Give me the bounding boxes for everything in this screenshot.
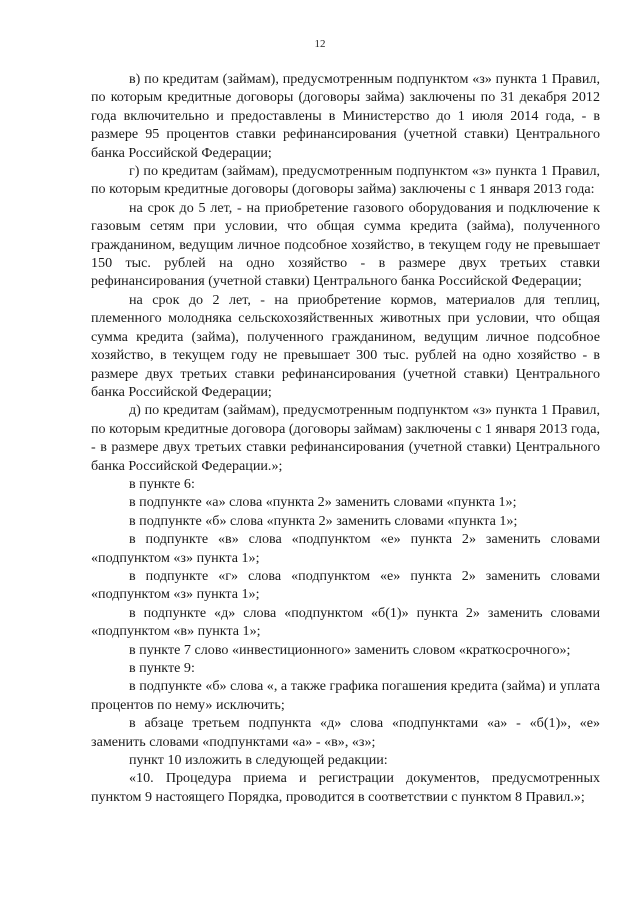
paragraph: «10. Процедура приема и регистрации документов, предусмотренных пунктом 9 настоящего Порядка, проводится в соответствии с пунктом 8 Правил.»;	[91, 770, 600, 805]
paragraph: в пункте 7 слово «инвестиционного» заменить словом «краткосрочного»;	[129, 641, 571, 658]
paragraph: в подпункте «г» слова «подпунктом «е» пункта 2» заменить словами «подпунктом «з» пункта 1»;	[91, 567, 600, 603]
paragraph: в подпункте «в» слова «подпунктом «е» пункта 2» заменить словами «подпунктом «з» пункта 1»;	[91, 531, 600, 566]
paragraph: в пункте 6:	[129, 475, 195, 492]
page-number: 12	[314, 38, 326, 50]
document-body	[91, 70, 600, 806]
paragraph: г) по кредитам (займам), предусмотренным подпунктом «з» пункта 1 Правил, по которым кредитные договоры (договоры займа) заключены с 1 января 2013 года:	[91, 163, 600, 198]
paragraph: в подпункте «д» слова «подпунктом «б(1)» пункта 2» заменить словами «подпунктом «в» пункта 1»;	[91, 604, 600, 640]
paragraph: в подпункте «б» слова «, а также графика погашения кредита (займа) и уплата процентов по нему» исключить;	[91, 678, 600, 713]
paragraph: в) по кредитам (займам), предусмотренным подпунктом «з» пункта 1 Правил, по которым кредитные договоры (договоры займа) заключены по 31 декабря 2012 года включительно и предоставлены в Министерство до 1 июля 2014 года, - в размере 95 процентов ставки рефинансирования (учетной ставки) Центрального банка Российской Федерации;	[91, 71, 600, 161]
paragraph: на срок до 5 лет, - на приобретение газового оборудования и подключение к газовым сетям при условии, что общая сумма кредита (займа), полученного гражданином, ведущим личное подсобное хозяйство, в текущем году не превышает 150 тыс. рублей на одно хозяйство - в размере двух третьих ставки рефинансирования (учетной ставки) Центрального банка Российской Федерации;	[91, 199, 600, 290]
paragraph: на срок до 2 лет, - на приобретение кормов, материалов для теплиц, племенного молодняка сельскохозяйственных животных при условии, что общая сумма кредита (займа), полученного гражданином, ведущим личное подсобное хозяйство, в текущем году не превышает 300 тыс. рублей на одно хозяйство - в размере двух третьих ставки рефинансирования (учетной ставки) Центрального банка Российской Федерации;	[91, 291, 600, 400]
paragraph: в подпункте «а» слова «пункта 2» заменить словами «пункта 1»;	[129, 494, 517, 511]
paragraph: в абзаце третьем подпункта «д» слова «подпунктами «а» - «б(1)», «е» заменить словами «подпунктами «а» - «в», «з»;	[91, 715, 600, 750]
paragraph: пункт 10 изложить в следующей редакции:	[129, 752, 388, 769]
paragraph: д) по кредитам (займам), предусмотренным подпунктом «з» пункта 1 Правил, по которым кредитные договора (договоры займам) заключены с 1 января 2013 года, - в размере двух третьих ставки рефинансирования (учетной ставки) Центрального банка Российской Федерации.»;	[91, 402, 600, 474]
paragraph: в пункте 9:	[129, 660, 195, 676]
paragraph: в подпункте «б» слова «пункта 2» заменить словами «пункта 1»;	[129, 512, 518, 529]
